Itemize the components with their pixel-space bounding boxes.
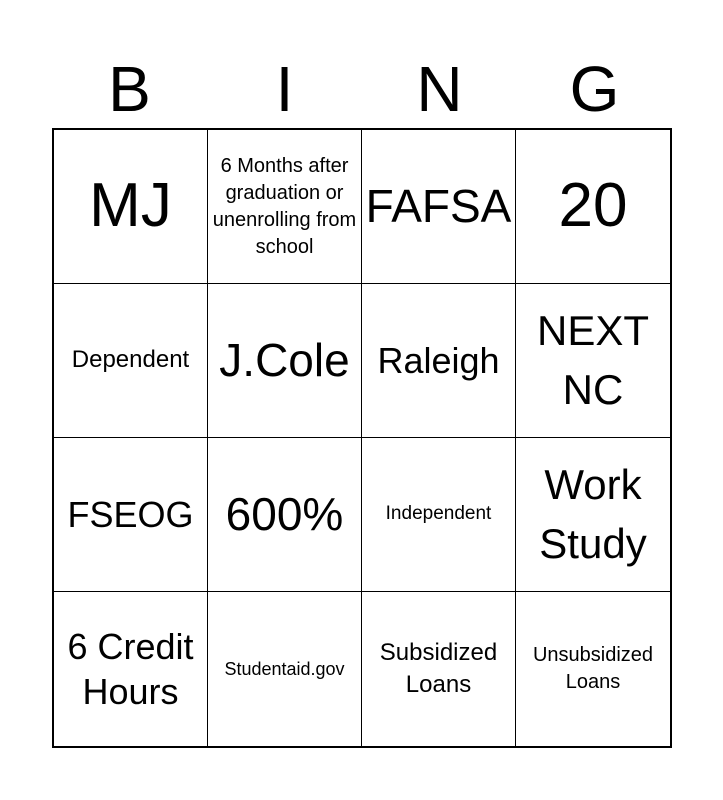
cell-text: 6 Months after graduation or unenrolling from school — [212, 154, 357, 258]
bingo-grid — [52, 128, 672, 748]
bingo-cell[interactable] — [516, 284, 670, 438]
bingo-cell[interactable] — [516, 130, 670, 284]
bingo-cell[interactable] — [362, 438, 516, 592]
cell-text: 600% — [225, 487, 344, 540]
bingo-cell[interactable] — [54, 438, 208, 592]
cell-text: Studentaid.gov — [224, 658, 345, 679]
cell-text: Dependent — [71, 346, 190, 374]
bingo-cell[interactable] — [208, 438, 362, 592]
cell-text: Work Study — [539, 460, 647, 567]
header-letter-n: N — [416, 53, 463, 125]
bingo-cell[interactable] — [208, 592, 362, 746]
bingo-cell[interactable] — [54, 284, 208, 438]
bingo-cell[interactable] — [362, 130, 516, 284]
header-letter-i: I — [275, 53, 294, 125]
cell-text: FAFSA — [365, 179, 512, 232]
header-letter-g: G — [569, 53, 620, 125]
cell-text: MJ — [89, 171, 172, 241]
bingo-cell[interactable] — [208, 130, 362, 284]
bingo-cell[interactable] — [362, 284, 516, 438]
cell-text: Unsubsidized Loans — [532, 644, 654, 693]
cell-text: NEXT NC — [536, 306, 649, 413]
bingo-header — [52, 50, 672, 128]
bingo-cell[interactable] — [516, 438, 670, 592]
bingo-cell[interactable] — [362, 592, 516, 746]
cell-text: Subsidized Loans — [379, 638, 498, 698]
cell-text: 20 — [558, 171, 628, 241]
header-letter-b: B — [108, 53, 151, 125]
bingo-cell[interactable] — [516, 592, 670, 746]
cell-text: Raleigh — [377, 340, 500, 381]
cell-text: 6 Credit Hours — [67, 626, 194, 712]
bingo-cell[interactable] — [54, 592, 208, 746]
bingo-cell[interactable] — [54, 130, 208, 284]
cell-text: FSEOG — [67, 494, 194, 535]
bingo-cell[interactable] — [208, 284, 362, 438]
cell-text: Independent — [385, 503, 492, 525]
cell-text: J.Cole — [219, 333, 350, 386]
